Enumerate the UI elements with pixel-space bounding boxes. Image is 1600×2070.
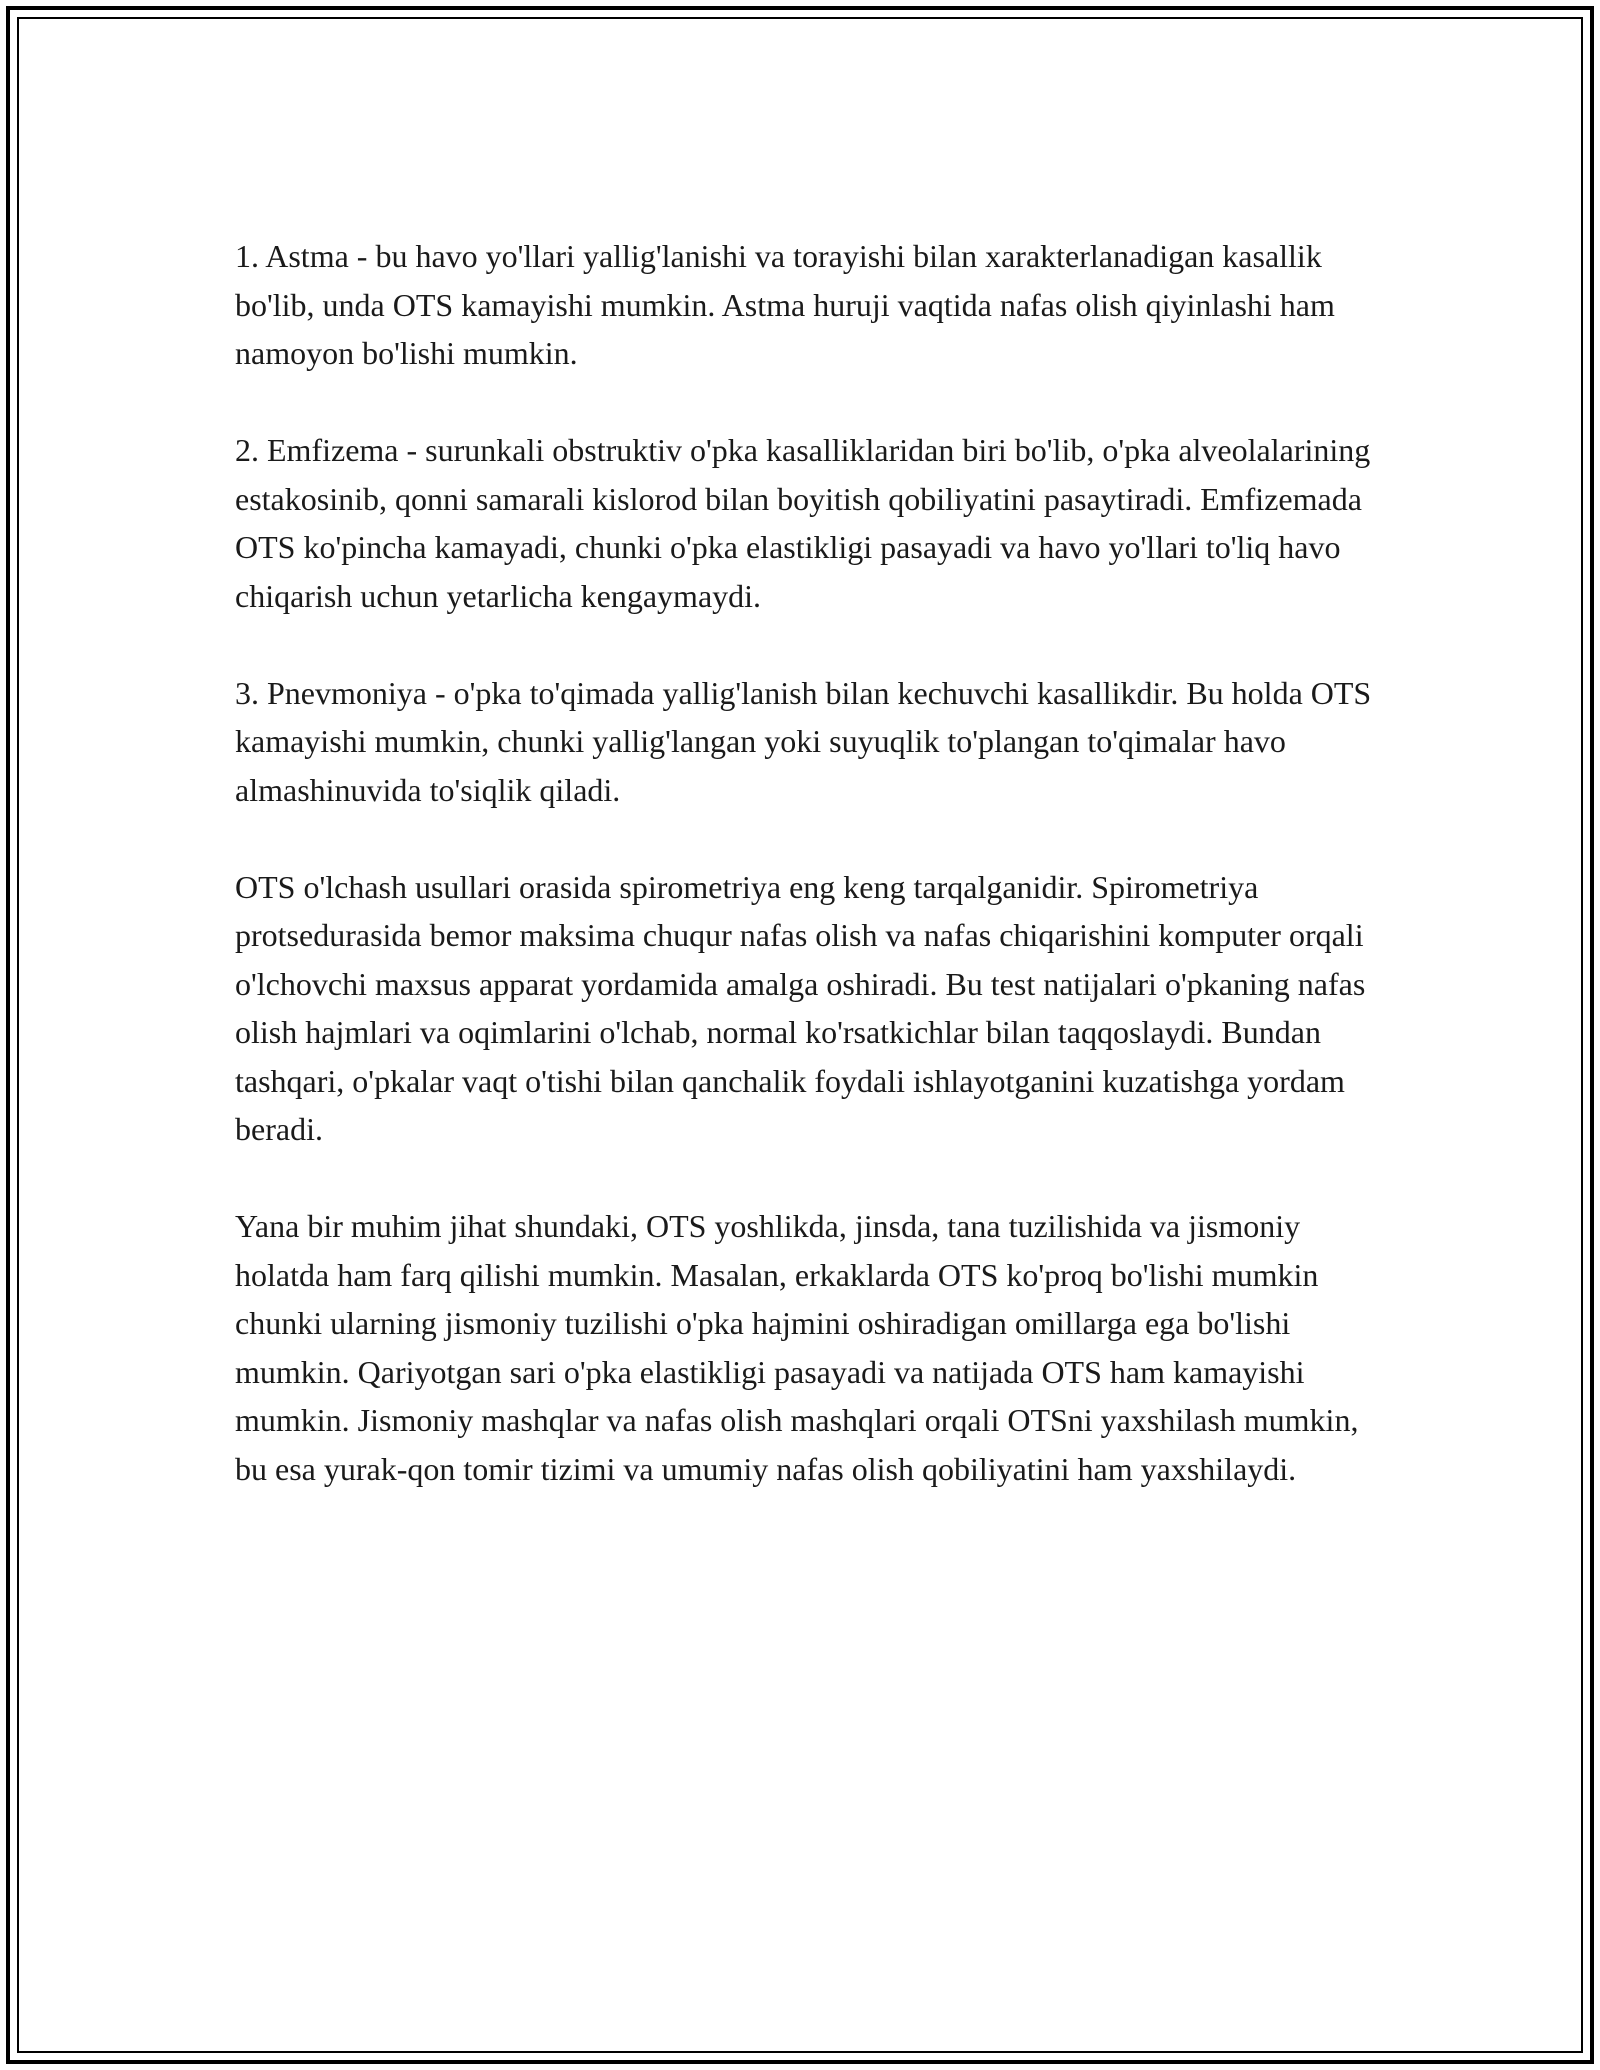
paragraph-emphysema: 2. Emfizema - surunkali obstruktiv o'pka kasalliklaridan biri bo'lib, o'pka alveolalarining estakosinib, qonni samarali kislorod bilan boyitish qobiliyatini pasaytiradi. Emfizemada OTS ko'pincha kamayadi, chunki o'pka elastikligi pasayadi va havo yo'llari to'liq havo chiqarish uchun yetarlicha kengaymaydi. xyxy=(235,432,1371,614)
paragraph-pneumonia: 3. Pnevmoniya - o'pka to'qimada yallig'lanish bilan kechuvchi kasallikdir. Bu holda OTS kamayishi mumkin, chunki yallig'langan yoki suyuqlik to'plangan to'qimalar havo almashinuvida to'siqlik qiladi. xyxy=(235,674,1372,808)
document-body xyxy=(235,232,1375,1542)
paragraph-factors: Yana bir muhim jihat shundaki, OTS yoshlikda, jinsda, tana tuzilishida va jismoniy holatda ham farq qilishi mumkin. Masalan, erkaklarda OTS ko'proq bo'lishi mumkin chunki ularning jismoniy tuzilishi o'pka hajmini oshiradigan omillarga ega bo'lishi mumkin. Qariyotgan sari o'pka elastikligi pasayadi va natijada OTS ham kamayishi mumkin. Jismoniy mashqlar va nafas olish mashqlari orqali OTSni yaxshilash mumkin, bu esa yurak-qon tomir tizimi va umumiy nafas olish qobiliyatini ham yaxshilaydi. xyxy=(235,1208,1359,1487)
paragraph-spirometry: OTS o'lchash usullari orasida spirometriya eng keng tarqalganidir. Spirometriya protsedurasida bemor maksima chuqur nafas olish va nafas chiqarishini komputer orqali o'lchovchi maxsus apparat yordamida amalga oshiradi. Bu test natijalari o'pkaning nafas olish hajmlari va oqimlarini o'lchab, normal ko'rsatkichlar bilan taqqoslaydi. Bundan tashqari, o'pkalar vaqt o'tishi bilan qanchalik foydali ishlayotganini kuzatishga yordam beradi. xyxy=(235,868,1366,1147)
paragraph-asthma: 1. Astma - bu havo yo'llari yallig'lanishi va torayishi bilan xarakterlanadigan kasallik bo'lib, unda OTS kamayishi mumkin. Astma huruji vaqtida nafas olish qiyinlashi ham namoyon bo'lishi mumkin. xyxy=(235,238,1335,371)
